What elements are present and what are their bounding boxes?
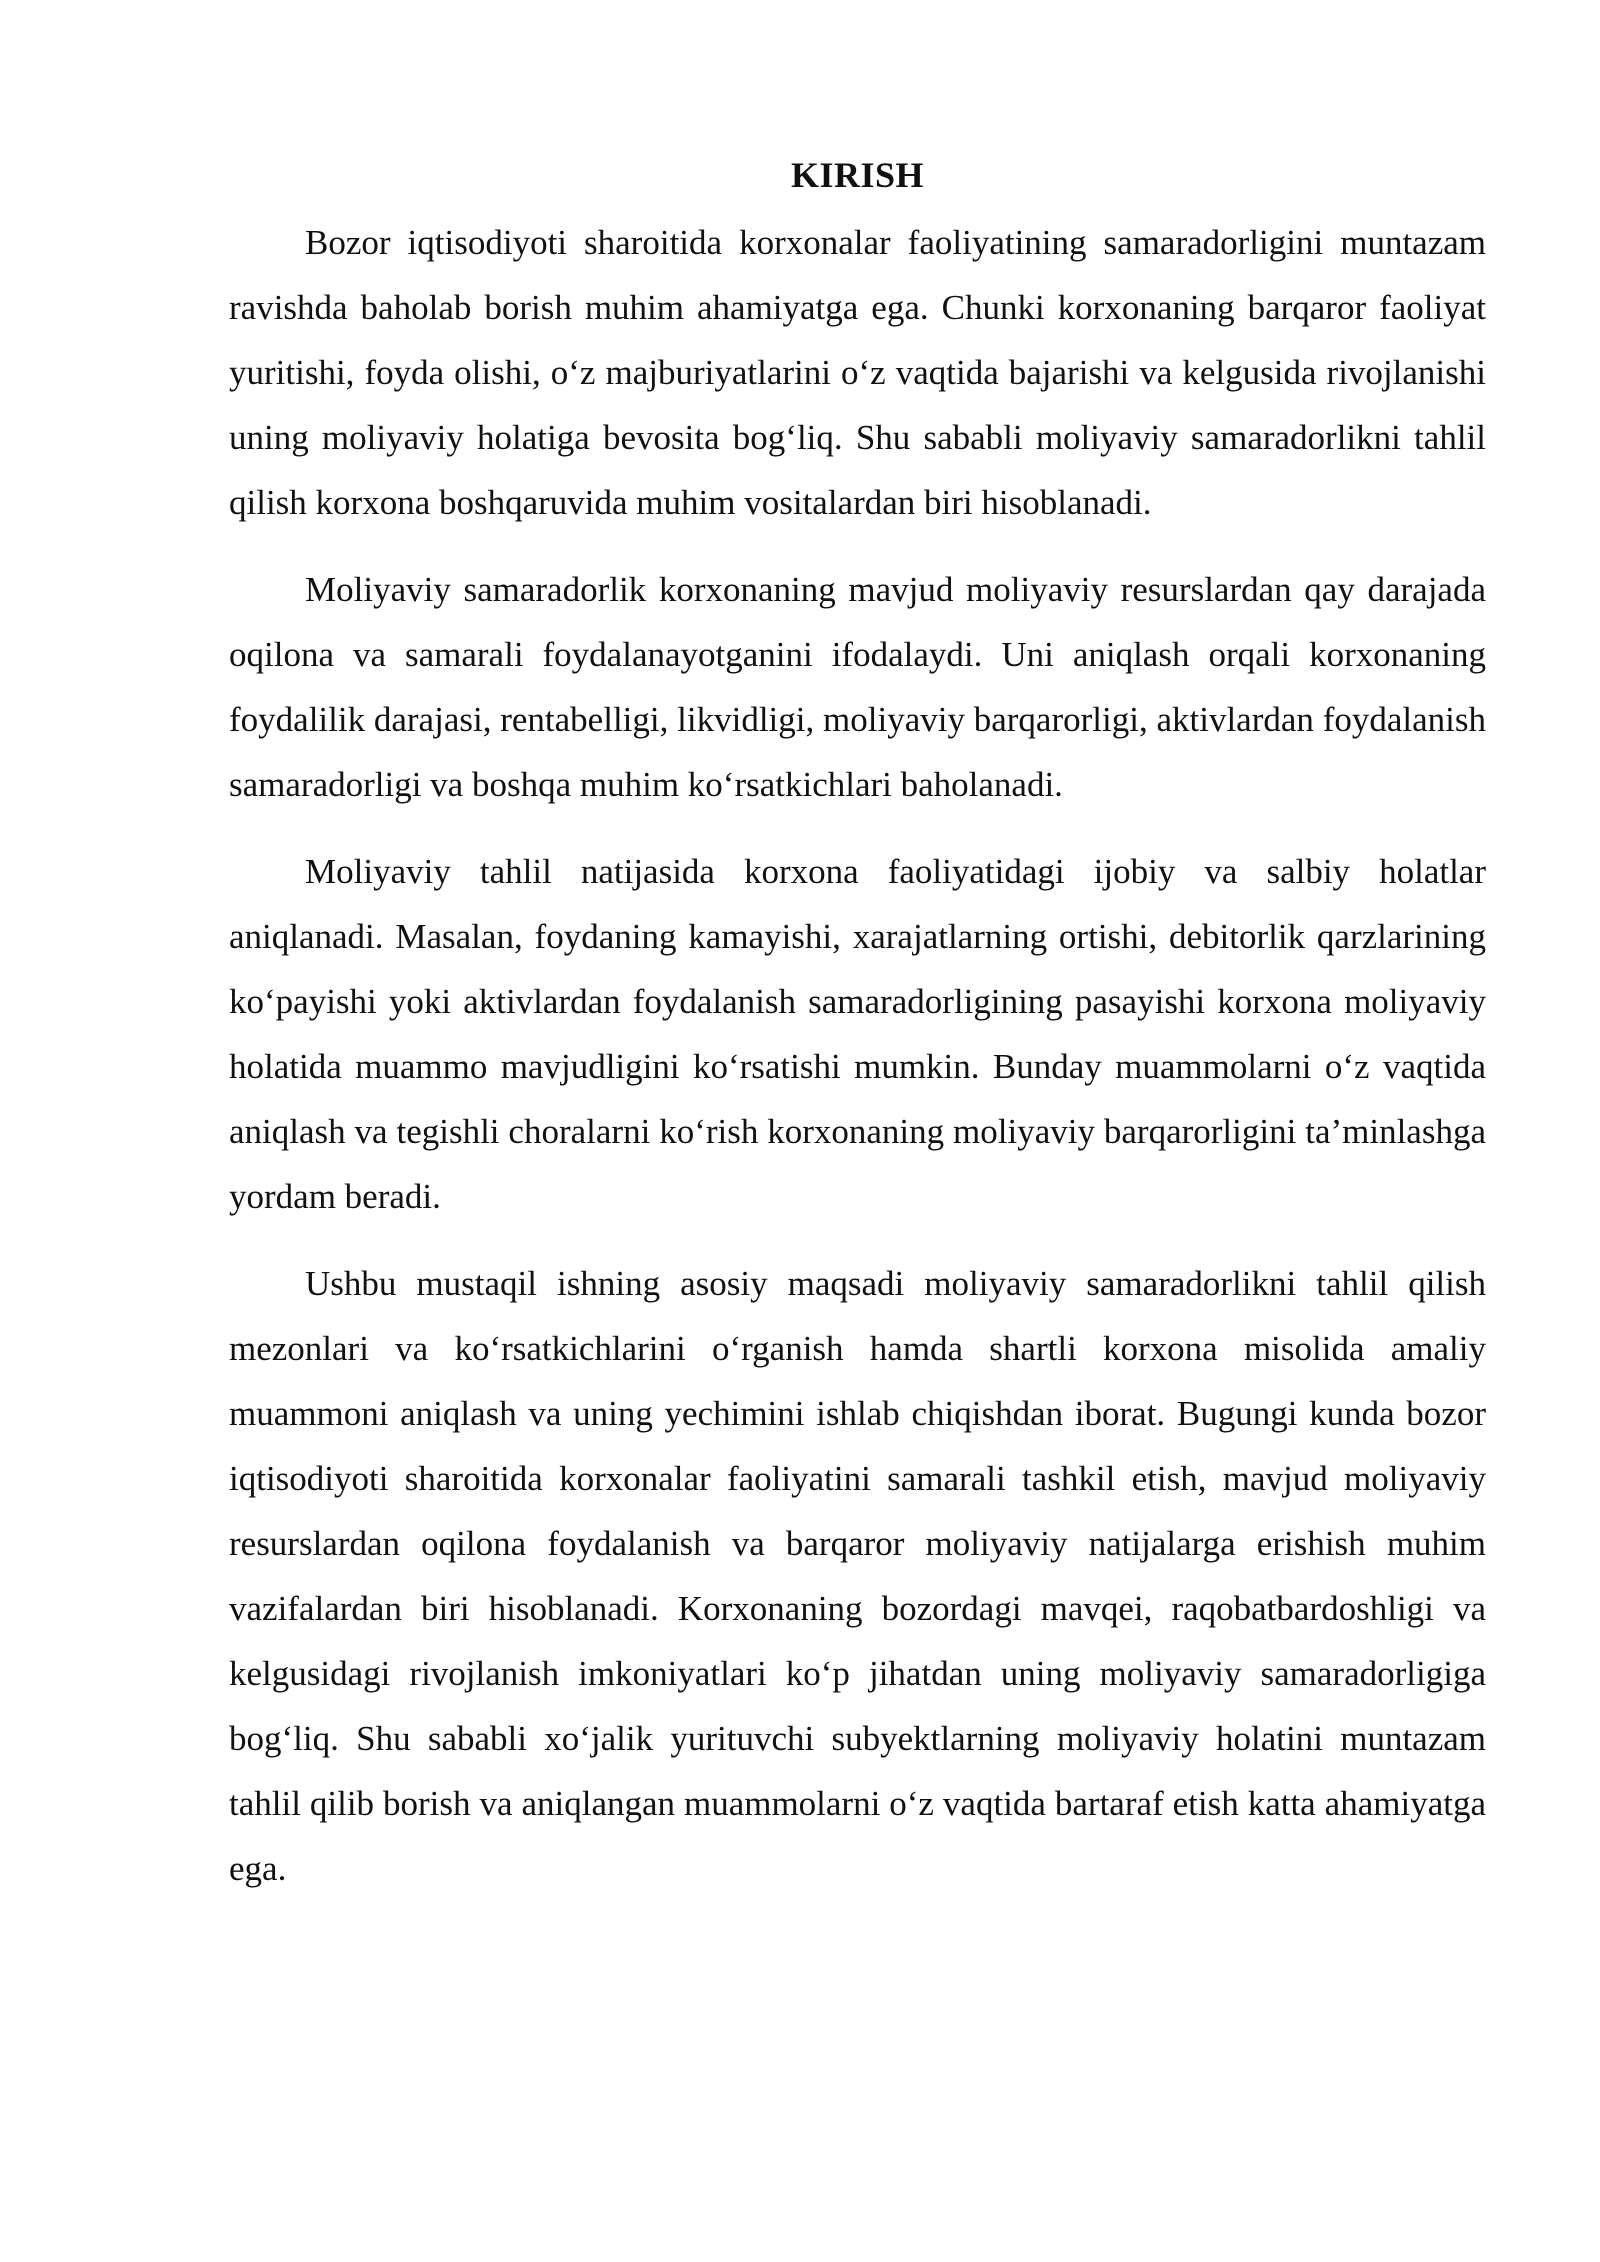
paragraph-2: Moliyaviy samaradorlik korxonaning mavjud moliyaviy resurslardan qay darajada oqilona va samarali foydalanayotganini ifodalaydi. Uni aniqlash orqali korxonaning foydalilik darajasi, rentabelligi, likvidligi, moliyaviy barqarorligi, aktivlardan foydalanish samaradorligi va boshqa muhim ko‘rsatkichlari baholanadi. xyxy=(229,570,1486,804)
paragraph-4: Ushbu mustaqil ishning asosiy maqsadi moliyaviy samaradorlikni tahlil qilish mezonlari va ko‘rsatkichlarini o‘rganish hamda shartli korxona misolida amaliy muammoni aniqlash va uning yechimini ishlab chiqishdan iborat. Bugungi kunda bozor iqtisodiyoti sharoitida korxonalar faoliyatini samarali tashkil etish, mavjud moliyaviy resurslardan oqilona foydalanish va barqaror moliyaviy natijalarga erishish muhim vazifalardan biri hisoblanadi. Korxonaning bozordagi mavqei, raqobatbardoshligi va kelgusidagi rivojlanish imkoniyatlari ko‘p jihatdan uning moliyaviy samaradorligiga bog‘liq. Shu sababli xo‘jalik yurituvchi subyektlarning moliyaviy holatini muntazam tahlil qilib borish va aniqlangan muammolarni o‘z vaqtida bartaraf etish katta ahamiyatga ega. xyxy=(229,1264,1486,1888)
paragraph-1: Bozor iqtisodiyoti sharoitida korxonalar faoliyatining samaradorligini muntazam ravishda baholab borish muhim ahamiyatga ega. Chunki korxonaning barqaror faoliyat yuritishi, foyda olishi, o‘z majburiyatlarini o‘z vaqtida bajarishi va kelgusida rivojlanishi uning moliyaviy holatiga bevosita bog‘liq. Shu sababli moliyaviy samaradorlikni tahlil qilish korxona boshqaruvida muhim vositalardan biri hisoblanadi. xyxy=(229,223,1486,522)
page-title: KIRISH xyxy=(790,155,925,195)
document-body xyxy=(229,150,1486,1923)
paragraph-3: Moliyaviy tahlil natijasida korxona faoliyatidagi ijobiy va salbiy holatlar aniqlanadi. Masalan, foydaning kamayishi, xarajatlarning ortishi, debitorlik qarzlarining ko‘payishi yoki aktivlardan foydalanish samaradorligining pasayishi korxona moliyaviy holatida muammo mavjudligini ko‘rsatishi mumkin. Bunday muammolarni o‘z vaqtida aniqlash va tegishli choralarni ko‘rish korxonaning moliyaviy barqarorligini ta’minlashga yordam beradi. xyxy=(229,852,1486,1216)
